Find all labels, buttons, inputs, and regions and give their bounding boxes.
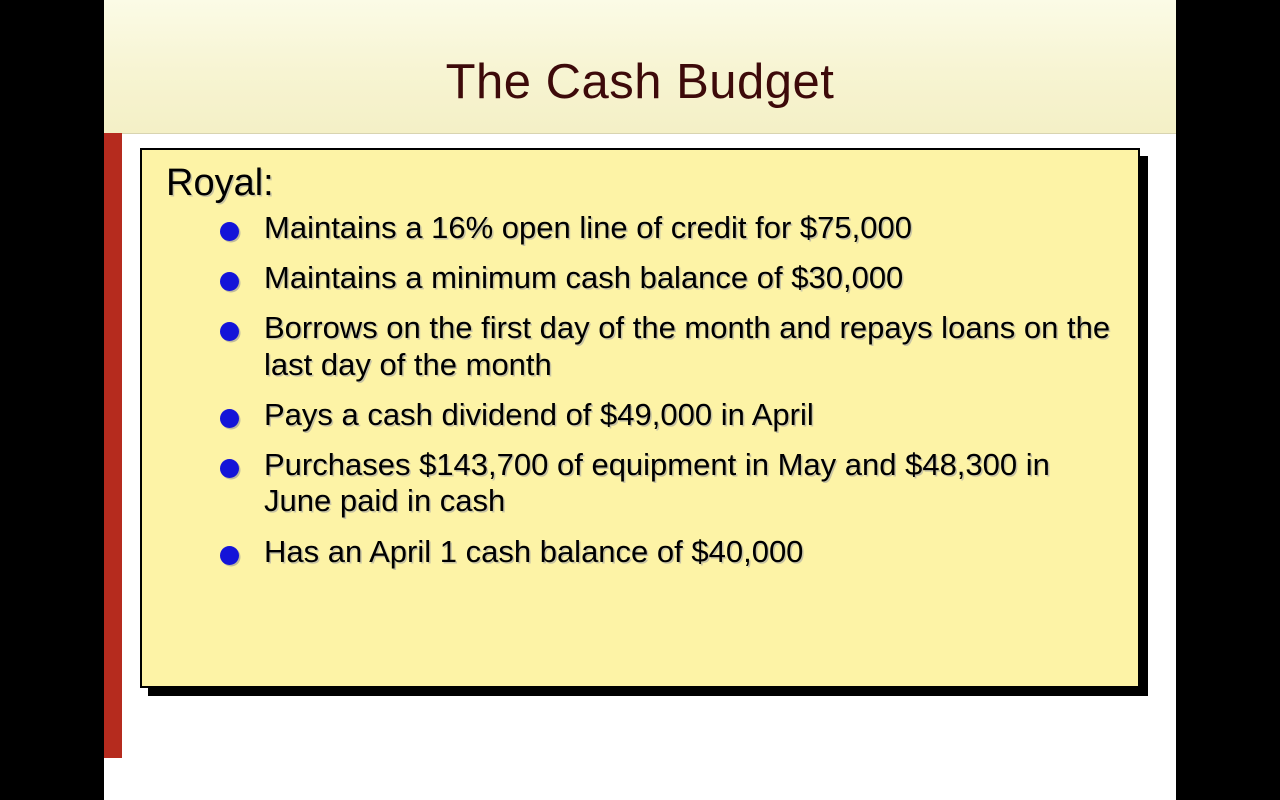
left-accent-bar: [104, 133, 122, 758]
page-title: The Cash Budget: [445, 55, 835, 109]
bullet-dot-icon: [220, 222, 239, 241]
list-item-text: Maintains a minimum cash balance of $30,000: [264, 260, 904, 296]
page-number: 7-57: [1209, 772, 1244, 791]
list-item-text: Purchases $143,700 of equipment in May and $48,300 in June paid in cash: [264, 447, 1050, 519]
list-item-text: Maintains a 16% open line of credit for $75,000: [264, 209, 912, 245]
bullet-dot-icon: [220, 459, 239, 478]
list-item: [220, 447, 1116, 520]
list-item-text: Has an April 1 cash balance of $40,000: [264, 533, 804, 569]
list-item: [220, 397, 1116, 433]
list-item: [220, 310, 1116, 383]
bullet-dot-icon: [220, 546, 239, 565]
bullet-dot-icon: [220, 272, 239, 291]
slide-title-band: [104, 0, 1176, 134]
list-item: [220, 260, 1116, 296]
bullet-dot-icon: [220, 322, 239, 341]
content-lead-label: Royal:: [166, 162, 274, 204]
list-item: [220, 534, 1116, 570]
bullet-dot-icon: [220, 409, 239, 428]
list-item: [220, 210, 1116, 246]
list-item-text: Pays a cash dividend of $49,000 in April: [264, 396, 814, 432]
bullet-list: [164, 210, 1116, 570]
list-item-text: Borrows on the first day of the month and repays loans on the last day of the month: [264, 310, 1111, 382]
content-box: [140, 148, 1140, 688]
